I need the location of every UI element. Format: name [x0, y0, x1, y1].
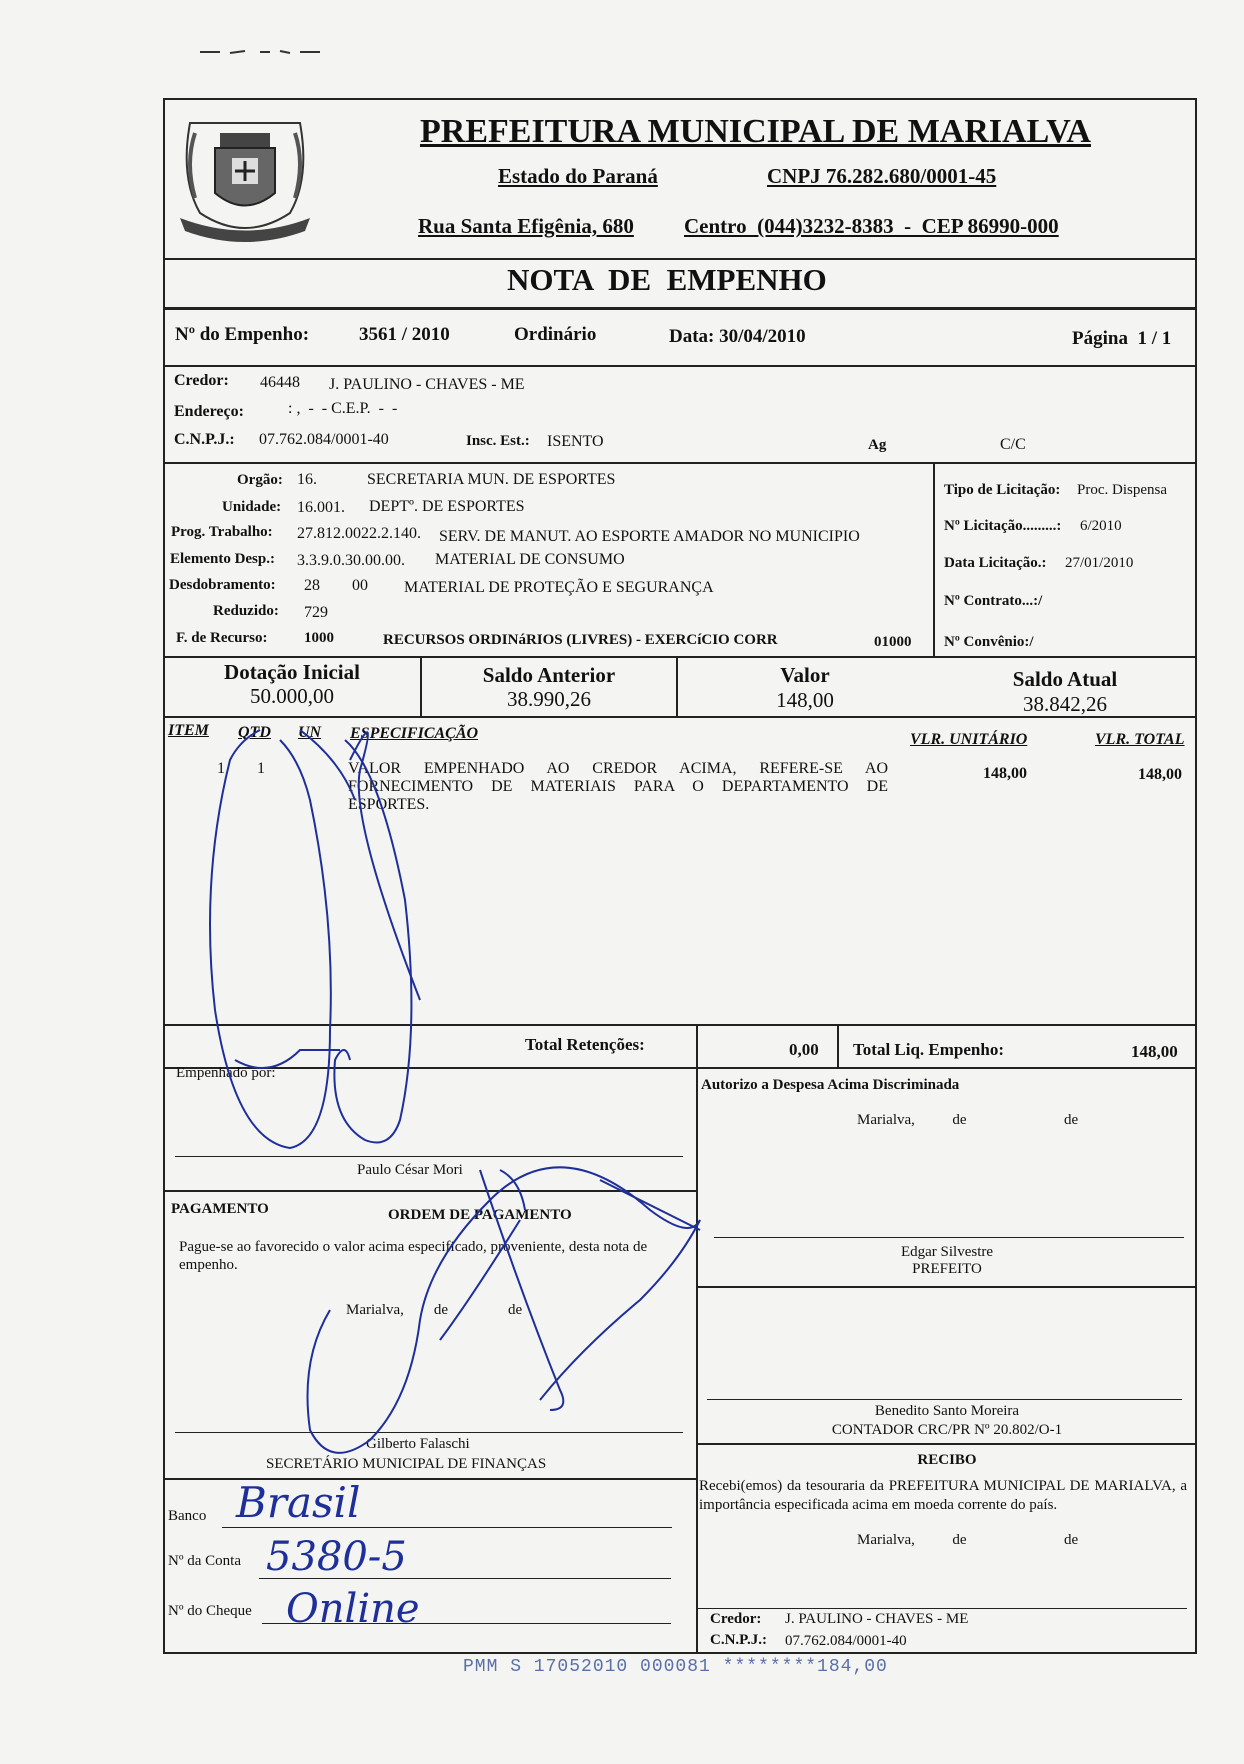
banco-line [222, 1527, 672, 1528]
divider [163, 462, 1197, 464]
payment-stamp: PMM S 17052010 000081 ********184,00 [463, 1657, 888, 1677]
insc-value: ISENTO [547, 433, 604, 450]
data-licitacao-value: 27/01/2010 [1065, 555, 1134, 571]
liq-label: Total Liq. Empenho: [853, 1040, 1004, 1059]
orgao-code: 16. [297, 471, 317, 488]
cnpj-value: 07.762.084/0001-40 [259, 431, 389, 448]
header-state: Estado do Paraná [498, 164, 658, 188]
desd-code1: 28 [304, 577, 320, 594]
anterior-label: Saldo Anterior [482, 663, 616, 687]
left-marialva-line: Marialva, de de [346, 1302, 523, 1318]
cnpj-label: C.N.P.J.: [174, 431, 235, 448]
conta-handwriting: 5380-5 [266, 1534, 407, 1580]
pague-text: Pague-se ao favorecido o valor acima especificado, proveniente, desta nota de empenho. [179, 1239, 648, 1273]
signature-line [697, 1608, 1187, 1609]
atual-value: 38.842,26 [1023, 692, 1107, 716]
empenho-page: Página 1 / 1 [1072, 328, 1172, 349]
ag-label: Ag [868, 437, 887, 453]
divider [696, 1024, 698, 1068]
prog-name: SERV. DE MANUT. AO ESPORTE AMADOR NO MUNICIPIO [439, 528, 860, 545]
dotacao-value: 50.000,00 [250, 684, 334, 708]
credor-code: 46448 [260, 374, 300, 391]
fonte-code: 1000 [304, 630, 334, 646]
empenho-num-value: 3561 / 2010 [359, 324, 450, 345]
tipo-licitacao-value: Proc. Dispensa [1077, 482, 1167, 498]
valor-label: Valor [780, 663, 830, 687]
divider [697, 1286, 1197, 1288]
data-licitacao-label: Data Licitação.: [944, 555, 1047, 571]
divider [163, 365, 1197, 367]
divider [163, 258, 1197, 260]
header-title: PREFEITURA MUNICIPAL DE MARIALVA [420, 113, 1091, 150]
col-item: ITEM [168, 722, 209, 739]
divider [933, 462, 935, 658]
liq-value: 148,00 [1131, 1042, 1178, 1061]
fonte-num: 01000 [874, 634, 912, 650]
item-qtd: 1 [257, 760, 265, 777]
header-district: Centro (044)3232-8383 - CEP 86990-000 [684, 214, 1059, 238]
divider [163, 307, 1197, 310]
signature-line [175, 1156, 683, 1157]
signature-line [707, 1399, 1182, 1400]
unidade-label: Unidade: [222, 499, 282, 515]
secretario-name: Gilberto Falaschi [366, 1436, 470, 1452]
recibo-credor-label: Credor: [710, 1611, 762, 1627]
right-marialva-line: Marialva, de de [857, 1112, 1079, 1128]
dotacao-label: Dotação Inicial [224, 660, 360, 684]
recibo-text: Recebi(emos) da tesouraria da PREFEITURA MUNICIPAL DE MARIALVA, a importância especificada acima em moeda corrente do país. [699, 1478, 1187, 1513]
recibo-cnpj-label: C.N.P.J.: [710, 1632, 767, 1648]
retencoes-label: Total Retenções: [525, 1035, 645, 1054]
elem-label: Elemento Desp.: [170, 551, 275, 567]
contador-name: Benedito Santo Moreira [874, 1403, 1020, 1419]
orgao-label: Orgão: [237, 472, 283, 488]
desd-name: MATERIAL DE PROTEÇÃO E SEGURANÇA [404, 579, 714, 596]
contrato-label: Nº Contrato...:/ [944, 593, 1043, 609]
recibo-credor-value: J. PAULINO - CHAVES - ME [785, 1611, 969, 1627]
item-vlr-unit: 148,00 [983, 765, 1027, 782]
empenhado-label: Empenhado por: [176, 1065, 276, 1081]
elem-name: MATERIAL DE CONSUMO [435, 551, 625, 568]
cc-label: C/C [1000, 436, 1026, 453]
banco-label: Banco [168, 1508, 207, 1524]
valor-value: 148,00 [776, 688, 834, 712]
secretario-title: SECRETÁRIO MUNICIPAL DE FINANÇAS [266, 1456, 547, 1472]
prefeito-name: Edgar Silvestre [900, 1244, 994, 1260]
unidade-code: 16.001. [297, 499, 345, 516]
divider [163, 1190, 697, 1192]
col-espec: ESPECIFICAÇÃO [350, 725, 479, 742]
contador-title: CONTADOR CRC/PR Nº 20.802/O-1 [831, 1422, 1063, 1438]
divider [697, 1443, 1197, 1445]
header-street: Rua Santa Efigênia, 680 [418, 214, 634, 238]
col-vlr-unit: VLR. UNITÁRIO [910, 731, 1028, 748]
autorizo-text: Autorizo a Despesa Acima Discriminada [701, 1077, 960, 1093]
desd-label: Desdobramento: [169, 577, 276, 593]
tipo-licitacao-label: Tipo de Licitação: [944, 482, 1061, 498]
divider [163, 716, 1197, 718]
reduzido-value: 729 [304, 604, 328, 621]
coat-of-arms-logo [170, 103, 320, 253]
ordem-label: ORDEM DE PAGAMENTO [388, 1207, 572, 1223]
insc-label: Insc. Est.: [466, 433, 530, 449]
recibo-title: RECIBO [917, 1452, 977, 1468]
fonte-name: RECURSOS ORDINáRIOS (LIVRES) - EXERCíCIO CORR [383, 632, 778, 648]
signature-line [714, 1237, 1184, 1238]
num-licitacao-value: 6/2010 [1080, 518, 1122, 534]
empenho-date: Data: 30/04/2010 [669, 326, 806, 347]
cheque-handwriting: Online [286, 1586, 420, 1632]
prog-label: Prog. Trabalho: [171, 524, 273, 540]
empenhado-name: Paulo César Mori [357, 1162, 463, 1178]
cheque-label: Nº do Cheque [168, 1603, 252, 1619]
doc-title: NOTA DE EMPENHO [507, 262, 827, 297]
divider [163, 656, 1197, 658]
anterior-value: 38.990,26 [507, 687, 591, 711]
recibo-marialva-line: Marialva, de de [857, 1532, 1079, 1548]
endereco-value: : , - - C.E.P. - - [288, 400, 398, 417]
item-espec: VALOR EMPENHADO AO CREDOR ACIMA, REFERE-SE AO FORNECIMENTO DE MATERIAIS PARA O DEPARTAMENTO DE ESPORTES. [348, 760, 888, 813]
divider [163, 1067, 1197, 1069]
divider [163, 1024, 1197, 1026]
num-licitacao-label: Nº Licitação.........: [944, 518, 1062, 534]
col-qtd: QTD [238, 724, 271, 741]
col-vlr-total: VLR. TOTAL [1095, 731, 1185, 748]
endereco-label: Endereço: [174, 403, 244, 420]
elem-code: 3.3.9.0.30.00.00. [297, 552, 405, 569]
credor-name: J. PAULINO - CHAVES - ME [329, 376, 525, 393]
header-cnpj: CNPJ 76.282.680/0001-45 [767, 164, 997, 188]
prefeito-title: PREFEITO [912, 1261, 982, 1277]
recibo-cnpj-value: 07.762.084/0001-40 [785, 1633, 907, 1649]
empenho-type: Ordinário [514, 324, 597, 345]
banco-handwriting: Brasil [236, 1478, 361, 1527]
orgao-name: SECRETARIA MUN. DE ESPORTES [367, 471, 616, 488]
fonte-label: F. de Recurso: [176, 630, 268, 646]
retencoes-value: 0,00 [789, 1040, 819, 1059]
col-un: UN [298, 724, 322, 741]
desd-code2: 00 [352, 577, 368, 594]
empenho-num-label: Nº do Empenho: [175, 324, 310, 345]
convenio-label: Nº Convênio:/ [944, 634, 1034, 650]
scan-mark [200, 44, 340, 52]
signature-line [175, 1432, 683, 1433]
conta-label: Nº da Conta [168, 1553, 241, 1569]
item-vlr-total: 148,00 [1138, 766, 1182, 783]
unidade-name: DEPTº. DE ESPORTES [369, 498, 525, 515]
prog-code: 27.812.0022.2.140. [297, 525, 421, 542]
divider [837, 1024, 839, 1068]
divider [696, 1067, 698, 1654]
reduzido-label: Reduzido: [213, 603, 279, 619]
pagamento-label: PAGAMENTO [171, 1201, 269, 1217]
atual-label: Saldo Atual [1012, 667, 1118, 691]
credor-label: Credor: [174, 372, 229, 389]
item-num: 1 [217, 760, 225, 777]
